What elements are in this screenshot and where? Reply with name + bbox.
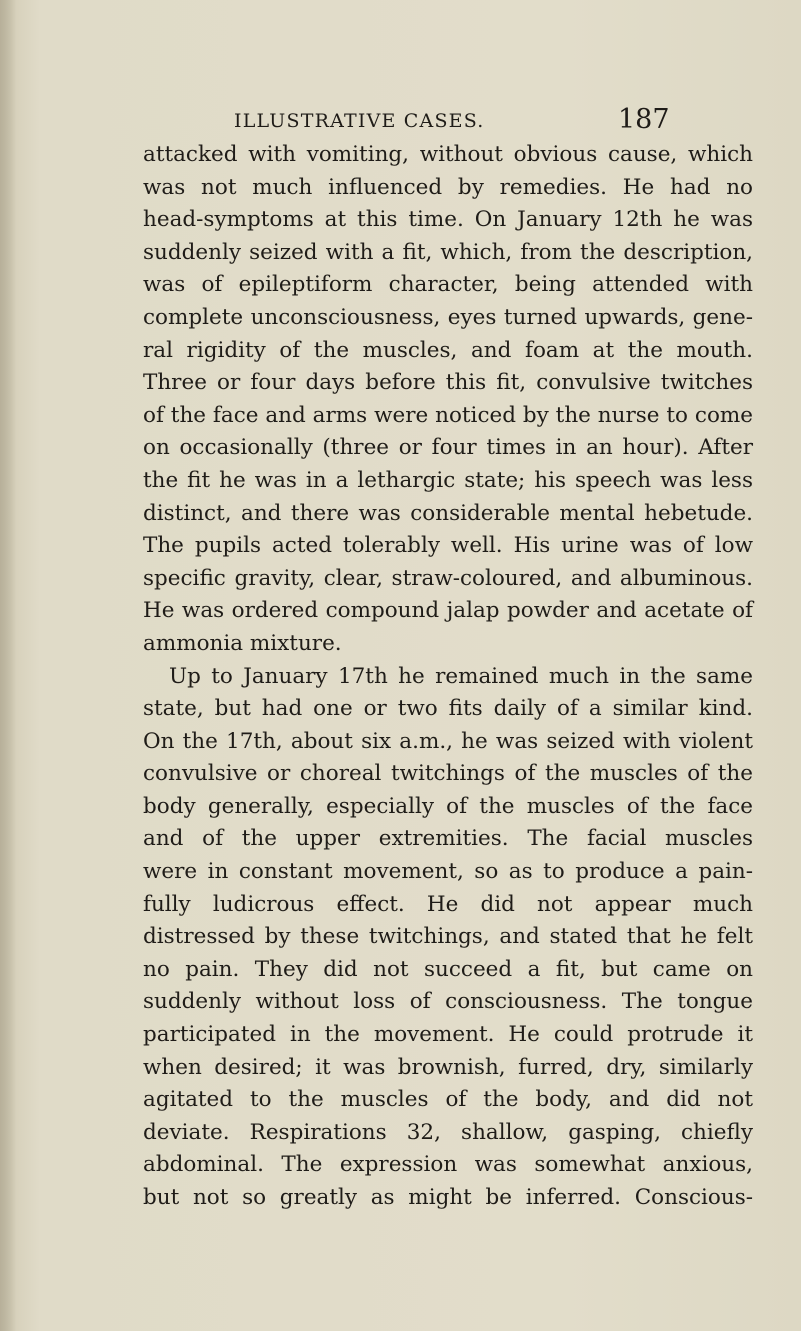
body-text [143,139,753,1215]
text-line: no pain. They did not succeed a fit, but came on [143,956,753,982]
text-line: participated in the movement. He could protrude it [143,1022,753,1048]
text-line: The pupils acted tolerably well. His urine was of low [143,533,753,559]
text-line: deviate. Respirations 32, shallow, gasping, chiefly [143,1119,753,1145]
text-line: convulsive or choreal twitchings of the muscles of the [143,761,753,787]
text-line: ammonia mixture. [143,630,342,656]
text-line: agitated to the muscles of the body, and did not [143,1087,753,1113]
text-line: suddenly seized with a fit, which, from the description, [143,239,753,265]
text-line: On the 17th, about six a.m., he was seized with violent [143,728,753,754]
text-line: distinct, and there was considerable mental hebetude. [143,500,753,526]
text-line: suddenly without loss of consciousness. The tongue [143,989,753,1015]
text-line: Three or four days before this fit, convulsive twitches [143,370,753,396]
page-number: 187 [618,104,670,135]
text-line: distressed by these twitchings, and stated that he felt [143,924,753,950]
text-line: fully ludicrous effect. He did not appear much [143,891,753,917]
text-line: and of the upper extremities. The facial muscles [143,826,753,852]
text-line: specific gravity, clear, straw-coloured, and albuminous. [143,565,753,591]
text-line: but not so greatly as might be inferred. Conscious- [143,1185,753,1210]
text-line: were in constant movement, so as to produce a pain- [143,859,753,885]
text-line: of the face and arms were noticed by the nurse to come [143,402,753,428]
gutter-shadow [0,0,16,1331]
text-line: head-symptoms at this time. On January 12th he was [143,207,753,233]
text-line: state, but had one or two fits daily of a similar kind. [143,696,753,722]
text-line: was of epileptiform character, being attended with [143,272,753,298]
text-line: complete unconsciousness, eyes turned upwards, gene- [143,304,753,330]
text-line: on occasionally (three or four times in an hour). After [143,435,753,461]
text-line: ral rigidity of the muscles, and foam at the mouth. [143,337,753,363]
running-title: ILLUSTRATIVE CASES. [234,110,485,132]
text-line: attacked with vomiting, without obvious cause, which [143,142,753,167]
running-head [0,104,801,144]
text-line: He was ordered compound jalap powder and acetate of [143,598,753,624]
text-line: Up to January 17th he remained much in the same [169,663,753,689]
text-line: the fit he was in a lethargic state; his speech was less [143,467,753,493]
text-line: body generally, especially of the muscles of the face [143,793,753,819]
text-line: abdominal. The expression was somewhat anxious, [143,1152,753,1178]
text-line: was not much influenced by remedies. He had no [143,174,753,200]
text-line: when desired; it was brownish, furred, dry, similarly [143,1054,753,1080]
